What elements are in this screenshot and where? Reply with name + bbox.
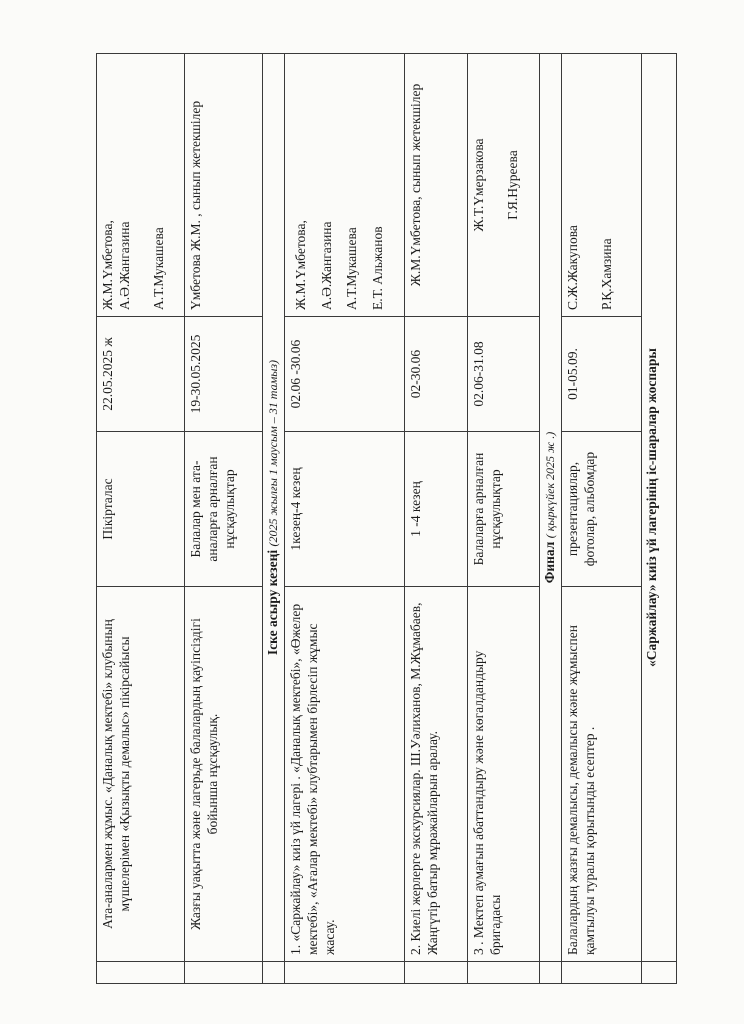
table-row: [285, 54, 405, 984]
date-cell: 02-30.06: [405, 317, 468, 432]
form-cell: 1кезең-4 кезең: [285, 432, 405, 587]
section-heading: [540, 54, 562, 962]
margin-cell: [468, 962, 540, 984]
responsible-cell: С.Ж.Жакупова Р.Қ.Хамзина: [562, 54, 642, 317]
section-title: Финал: [542, 541, 557, 584]
responsible-cell: Ж.М.Үмбетова, сынып жетекшілер: [405, 54, 468, 317]
event-cell: Балалардың жазғы демалысы, демалысы және жұмыспен қамтылуы туралы қорытынды есептер .: [562, 587, 642, 962]
date-cell: 19-30.05.2025: [185, 317, 263, 432]
section-heading: [263, 54, 285, 962]
margin-cell: [540, 962, 562, 984]
responsible-cell: Үмбетова Ж.М. , сынып жетекшілер: [185, 54, 263, 317]
plan-title: «Саржайлау» киіз үй лагерінің іс-шаралар жоспары: [642, 54, 677, 962]
table-row: [405, 54, 468, 984]
form-cell: Пікірталас: [97, 432, 185, 587]
margin-cell: [185, 962, 263, 984]
margin-cell: [642, 962, 677, 984]
responsible-cell: Ж.М.Үмбетова, А.Ә.Жангазина А.Т.Мукашева Е.Т. Альжанов: [285, 54, 405, 317]
form-cell: презентациялар, фотолар, альбомдар: [562, 432, 642, 587]
date-cell: 02.06-31.08: [468, 317, 540, 432]
footer-row: [642, 54, 677, 984]
responsible-cell: Ж.Т.Үмерзакова Г.Я.Нуреева: [468, 54, 540, 317]
event-cell: 1. «Саржайлау» киіз үй лагері . «Даналық мектебі», «Өжелер мектебі», «Ағалар мектебі» клубтарымен бірлесіп жұмыс жасау.: [285, 587, 405, 962]
table-row: [468, 54, 540, 984]
table-row: [97, 54, 185, 984]
responsible-cell: Ж.М.Үмбетова, А.Ә.Жангазина А.Т.Мукашева: [97, 54, 185, 317]
margin-cell: [562, 962, 642, 984]
table-row: [185, 54, 263, 984]
section-period: (2025 жылғы 1 маусым – 31 тамыз): [266, 359, 280, 547]
margin-cell: [97, 962, 185, 984]
date-cell: 22.05.2025 ж: [97, 317, 185, 432]
margin-cell: [263, 962, 285, 984]
event-cell: Ата-аналармен жұмыс. «Даналық мектебі» клубының мүшелерімен «Қызықты демалыс» пікірсайысы: [97, 587, 185, 962]
event-cell: Жазғы уақытта және лагерьде балалардың қауіпсіздігі бойынша нұсқаулық.: [185, 587, 263, 962]
date-cell: 01-05.09.: [562, 317, 642, 432]
date-cell: 02.06 -30.06: [285, 317, 405, 432]
section-title: Іске асыру кезеңі: [265, 549, 280, 656]
form-cell: Балаларға арналған нұсқаулықтар: [468, 432, 540, 587]
section-row: [540, 54, 562, 984]
margin-cell: [285, 962, 405, 984]
form-cell: Балалар мен ата-аналарға арналған нұсқаулықтар: [185, 432, 263, 587]
plan-table: [96, 53, 677, 984]
form-cell: 1 -4 кезең: [405, 432, 468, 587]
margin-cell: [405, 962, 468, 984]
event-cell: 2. Киелі жерлерге экскурсиялар. Ш.Уәлиханов, М.Жұмабаев, Жаңгүтір батыр мұражайларын аралау.: [405, 587, 468, 962]
page-content: [96, 54, 676, 984]
event-cell: 3 . Мектеп аумағын абаттандыру және көгалдандыру бригадасы: [468, 587, 540, 962]
rotated-page: [96, 54, 676, 984]
section-period: ( қыркүйек 2025 ж .): [543, 431, 557, 539]
table-row: [562, 54, 642, 984]
section-row: [263, 54, 285, 984]
